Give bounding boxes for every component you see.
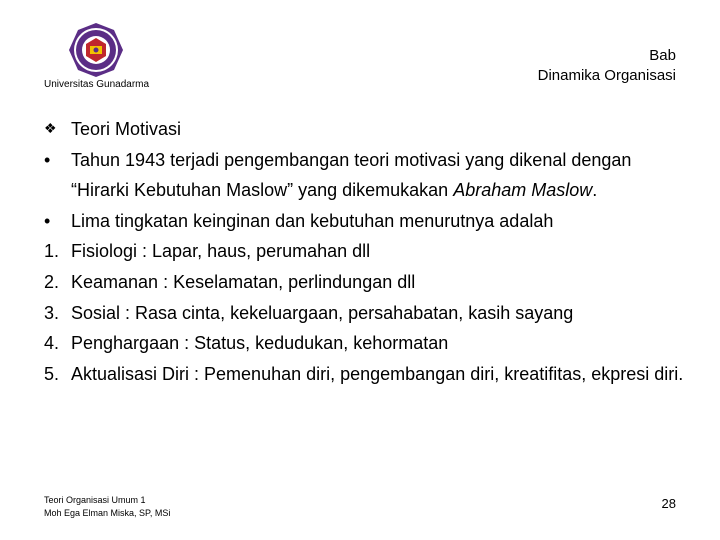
list-number: 4. (44, 333, 60, 354)
heading-text: Teori Motivasi (71, 119, 182, 139)
slide-content (44, 114, 694, 389)
list-item (44, 236, 694, 267)
chapter-title: Dinamika Organisasi (537, 67, 676, 84)
list-item (44, 359, 694, 390)
bullet-item (44, 206, 694, 237)
list-item (44, 267, 694, 298)
list-text: Sosial : Rasa cinta, kekeluargaan, persahabatan, kasih sayang (71, 302, 574, 323)
diamond-bullet-icon: ❖ (44, 120, 57, 136)
bullet-text-end: . (592, 180, 598, 201)
bullet-text-part: Tahun 1943 terjadi pengembangan teori motivasi yang dikenal dengan “Hirarki Kebutuhan Maslow” yang dikemukakan (71, 149, 632, 201)
list-text: Fisiologi : Lapar, haus, perumahan dll (71, 241, 371, 262)
list-item (44, 298, 694, 329)
list-number: 3. (44, 302, 60, 323)
slide-header (538, 46, 676, 86)
list-number: 2. (44, 271, 60, 292)
bullet-dot-icon: • (44, 149, 51, 170)
slide-footer (44, 494, 170, 520)
list-number: 5. (44, 363, 60, 384)
list-item (44, 328, 694, 359)
bullet-dot-icon: • (44, 210, 51, 231)
chapter-label: Bab (649, 47, 676, 64)
list-text: Keamanan : Keselamatan, perlindungan dll (71, 271, 416, 292)
institution-name: Universitas Gunadarma (44, 79, 150, 90)
list-text: Aktualisasi Diri : Pemenuhan diri, pengembangan diri, kreatifitas, ekpresi diri. (71, 363, 684, 384)
list-number: 1. (44, 241, 60, 262)
bullet-text (71, 145, 694, 206)
bullet-text: Lima tingkatan keinginan dan kebutuhan menurutnya adalah (71, 210, 554, 231)
bullet-item (44, 145, 694, 206)
list-text: Penghargaan : Status, kedudukan, kehormatan (71, 333, 449, 354)
section-heading (44, 114, 694, 145)
course-name: Teori Organisasi Umum 1 (44, 495, 146, 505)
university-logo (66, 22, 126, 78)
author-name: Abraham Maslow (453, 180, 593, 201)
author-credit: Moh Ega Elman Miska, SP, MSi (44, 508, 171, 518)
page-number: 28 (661, 496, 676, 511)
